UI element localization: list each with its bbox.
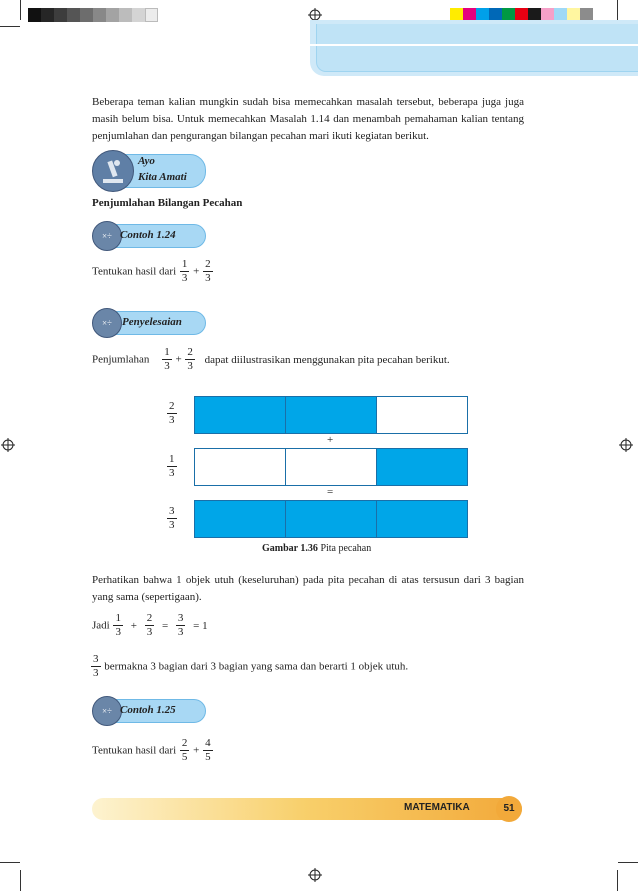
observe-paragraph: Perhatikan bahwa 1 objek utuh (keseluruhan) pada pita pecahan di atas tersusun dari 3 bagian yang sama (sepertigaan). <box>92 574 524 603</box>
contoh-number: 1.25 <box>156 704 176 716</box>
figure-caption: Gambar 1.36 Pita pecahan <box>262 543 372 554</box>
bar-cell <box>377 397 467 433</box>
registration-mark-icon <box>619 438 633 452</box>
kita-amati-label: Kita Amati <box>138 171 187 183</box>
footer-subject: MATEMATIKA <box>404 802 470 813</box>
intro-paragraph: Beberapa teman kalian mungkin sudah bisa memecahkan masalah tersebut, beberapa juga juga masih belum bisa. Untuk memecahkan Masalah 1.14 dan menambah pemahaman kalian tentang penjumlahan dan pengurangan bilangan pecahan mari ikuti kegiatan berikut. <box>92 96 524 142</box>
bar-cell <box>286 397 377 433</box>
registration-mark-icon <box>308 868 322 882</box>
contoh-label: Contoh 1.25 <box>120 704 176 716</box>
bar-2-fraction: $\frac{1}{3}$ <box>169 453 175 479</box>
bar-cell <box>377 501 467 537</box>
crop-mark <box>618 862 638 863</box>
ayo-label: Ayo <box>138 155 155 167</box>
page-number: 51 <box>496 796 522 822</box>
crop-mark <box>617 870 618 891</box>
task-2: Tentukan hasil dari $\frac{2}{5}$ + $\frac{4}{5}$ <box>92 737 211 763</box>
header-divider <box>310 44 638 46</box>
crop-mark <box>0 26 20 27</box>
task-1: Tentukan hasil dari $\frac{1}{3}$ + $\frac{2}{3}$ <box>92 258 211 284</box>
section-heading: Penjumlahan Bilangan Pecahan <box>92 197 243 209</box>
fraction-bar-1 <box>194 396 468 434</box>
bar-1-fraction: $\frac{2}{3}$ <box>169 400 175 426</box>
bar-cell <box>286 449 377 485</box>
fraction-bar-3 <box>194 500 468 538</box>
crop-mark <box>20 870 21 891</box>
math-operations-icon: ×÷ <box>92 308 122 338</box>
bar-cell <box>195 501 286 537</box>
math-operations-icon: ×÷ <box>92 221 122 251</box>
fraction-bar-2 <box>194 448 468 486</box>
solution-line: Penjumlahan $\frac{1}{3}$ + $\frac{2}{3}$ dapat diilustrasikan menggunakan pita pecahan berikut. <box>92 346 450 372</box>
registration-mark-icon <box>1 438 15 452</box>
bar-3-fraction: $\frac{3}{3}$ <box>169 505 175 531</box>
jadi-equation: Jadi $\frac{1}{3}$ + $\frac{2}{3}$ = $\frac{3}{3}$ = 1 <box>92 612 208 638</box>
equals-sign: = <box>327 486 334 498</box>
math-operations-icon: ×÷ <box>92 696 122 726</box>
bar-cell <box>195 397 286 433</box>
microscope-icon <box>92 150 134 192</box>
bar-cell <box>377 449 467 485</box>
contoh-label: Contoh 1.24 <box>120 229 176 241</box>
bar-cell <box>195 449 286 485</box>
meaning-line: $\frac{3}{3}$ bermakna 3 bagian dari 3 bagian yang sama dan berarti 1 objek utuh. <box>93 653 409 679</box>
crop-mark <box>617 0 618 20</box>
header-tab-inner <box>316 24 638 72</box>
crop-mark <box>0 862 20 863</box>
contoh-number: 1.24 <box>156 229 176 241</box>
crop-mark <box>20 0 21 20</box>
bar-cell <box>286 501 377 537</box>
plus-sign: + <box>327 434 334 446</box>
penyelesaian-label: Penyelesaian <box>122 316 182 328</box>
